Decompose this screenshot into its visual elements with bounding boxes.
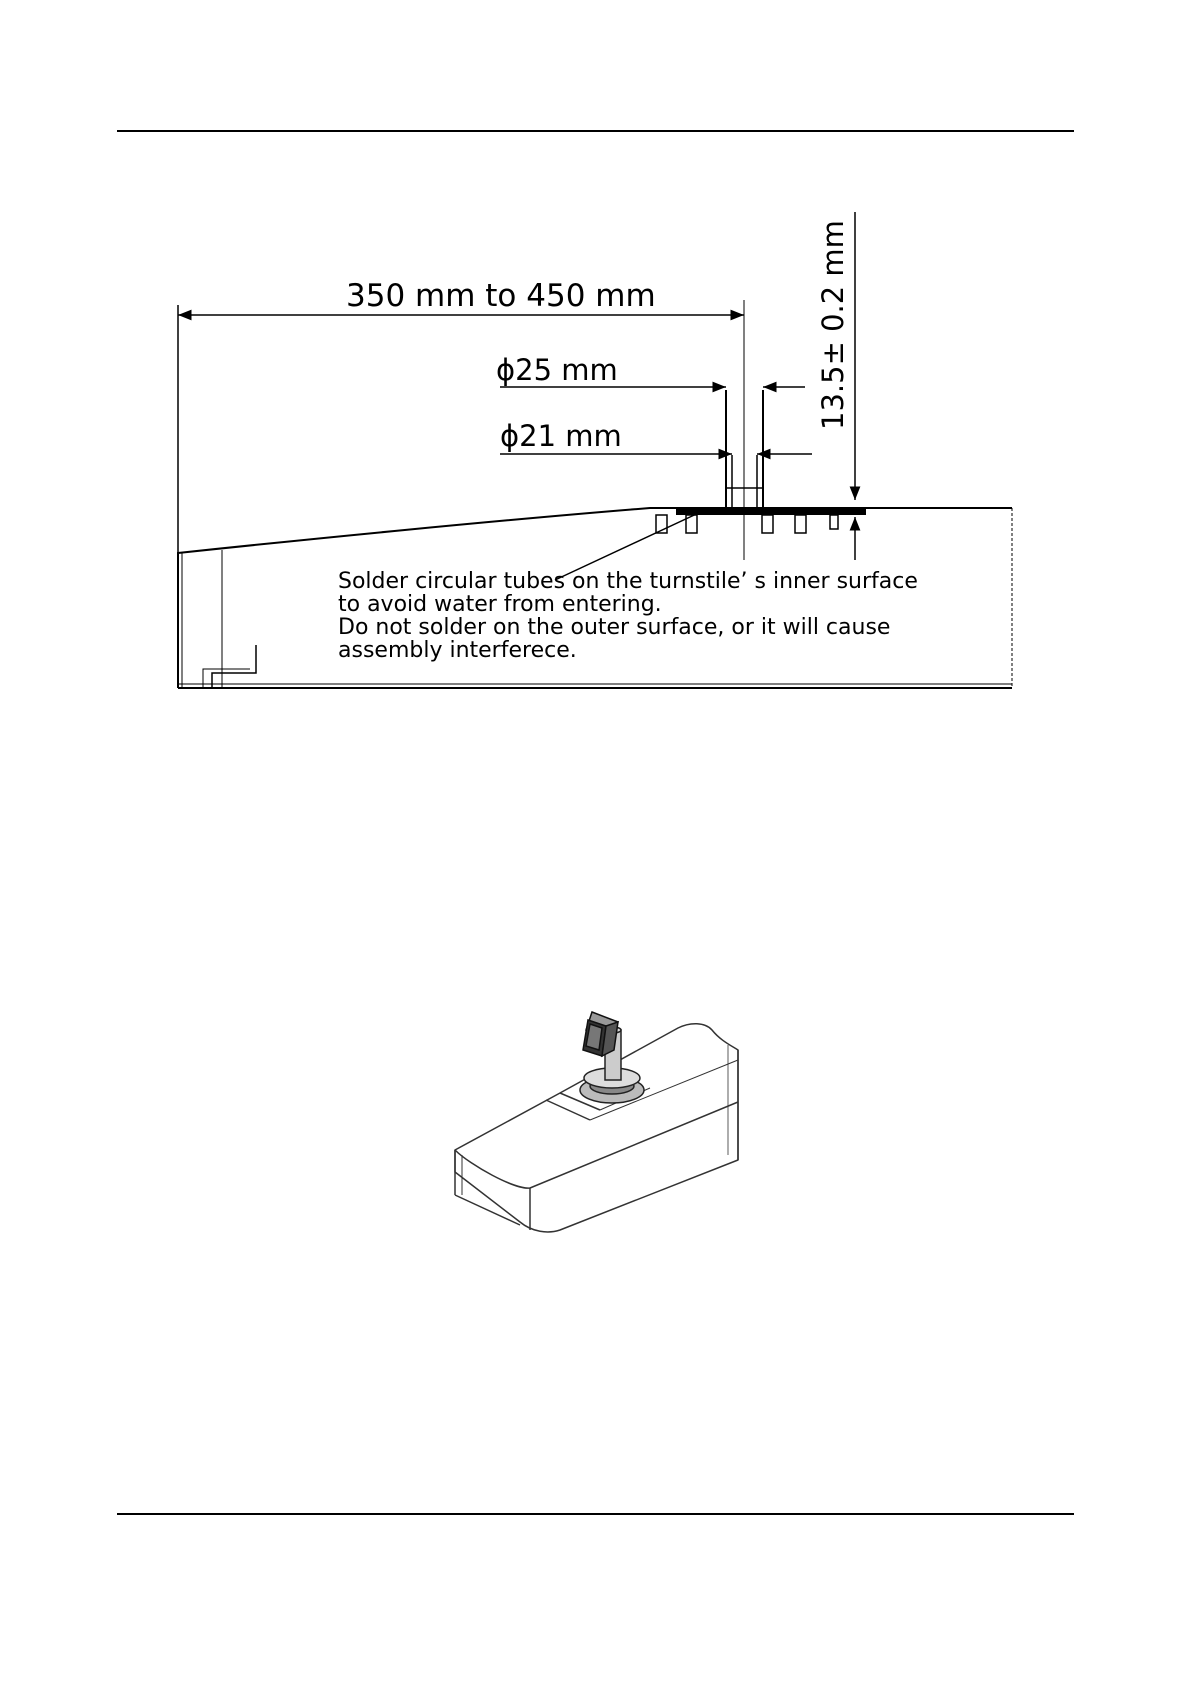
note-line-4: assembly interferece. — [338, 638, 577, 663]
note-line-2: to avoid water from entering. — [338, 592, 662, 617]
inner-diameter-label: ϕ21 mm — [500, 419, 622, 453]
outer-diameter-label: ϕ25 mm — [496, 353, 618, 387]
height-label: 13.5± 0.2 mm — [816, 220, 850, 430]
length-label: 350 mm to 450 mm — [346, 278, 656, 314]
footer-rule — [117, 1513, 1074, 1515]
note-line-1: Solder circular tubes on the turnstile’ s inner surface — [338, 569, 918, 594]
turnstile-cabinet-with-display-post-icon — [440, 1000, 760, 1250]
dimension-drawing — [0, 0, 1181, 760]
note-line-3: Do not solder on the outer surface, or it will cause — [338, 615, 891, 640]
top-plate — [676, 508, 866, 515]
solder-note — [338, 569, 918, 663]
circular-tube — [726, 300, 763, 560]
mounting-studs — [656, 515, 838, 533]
